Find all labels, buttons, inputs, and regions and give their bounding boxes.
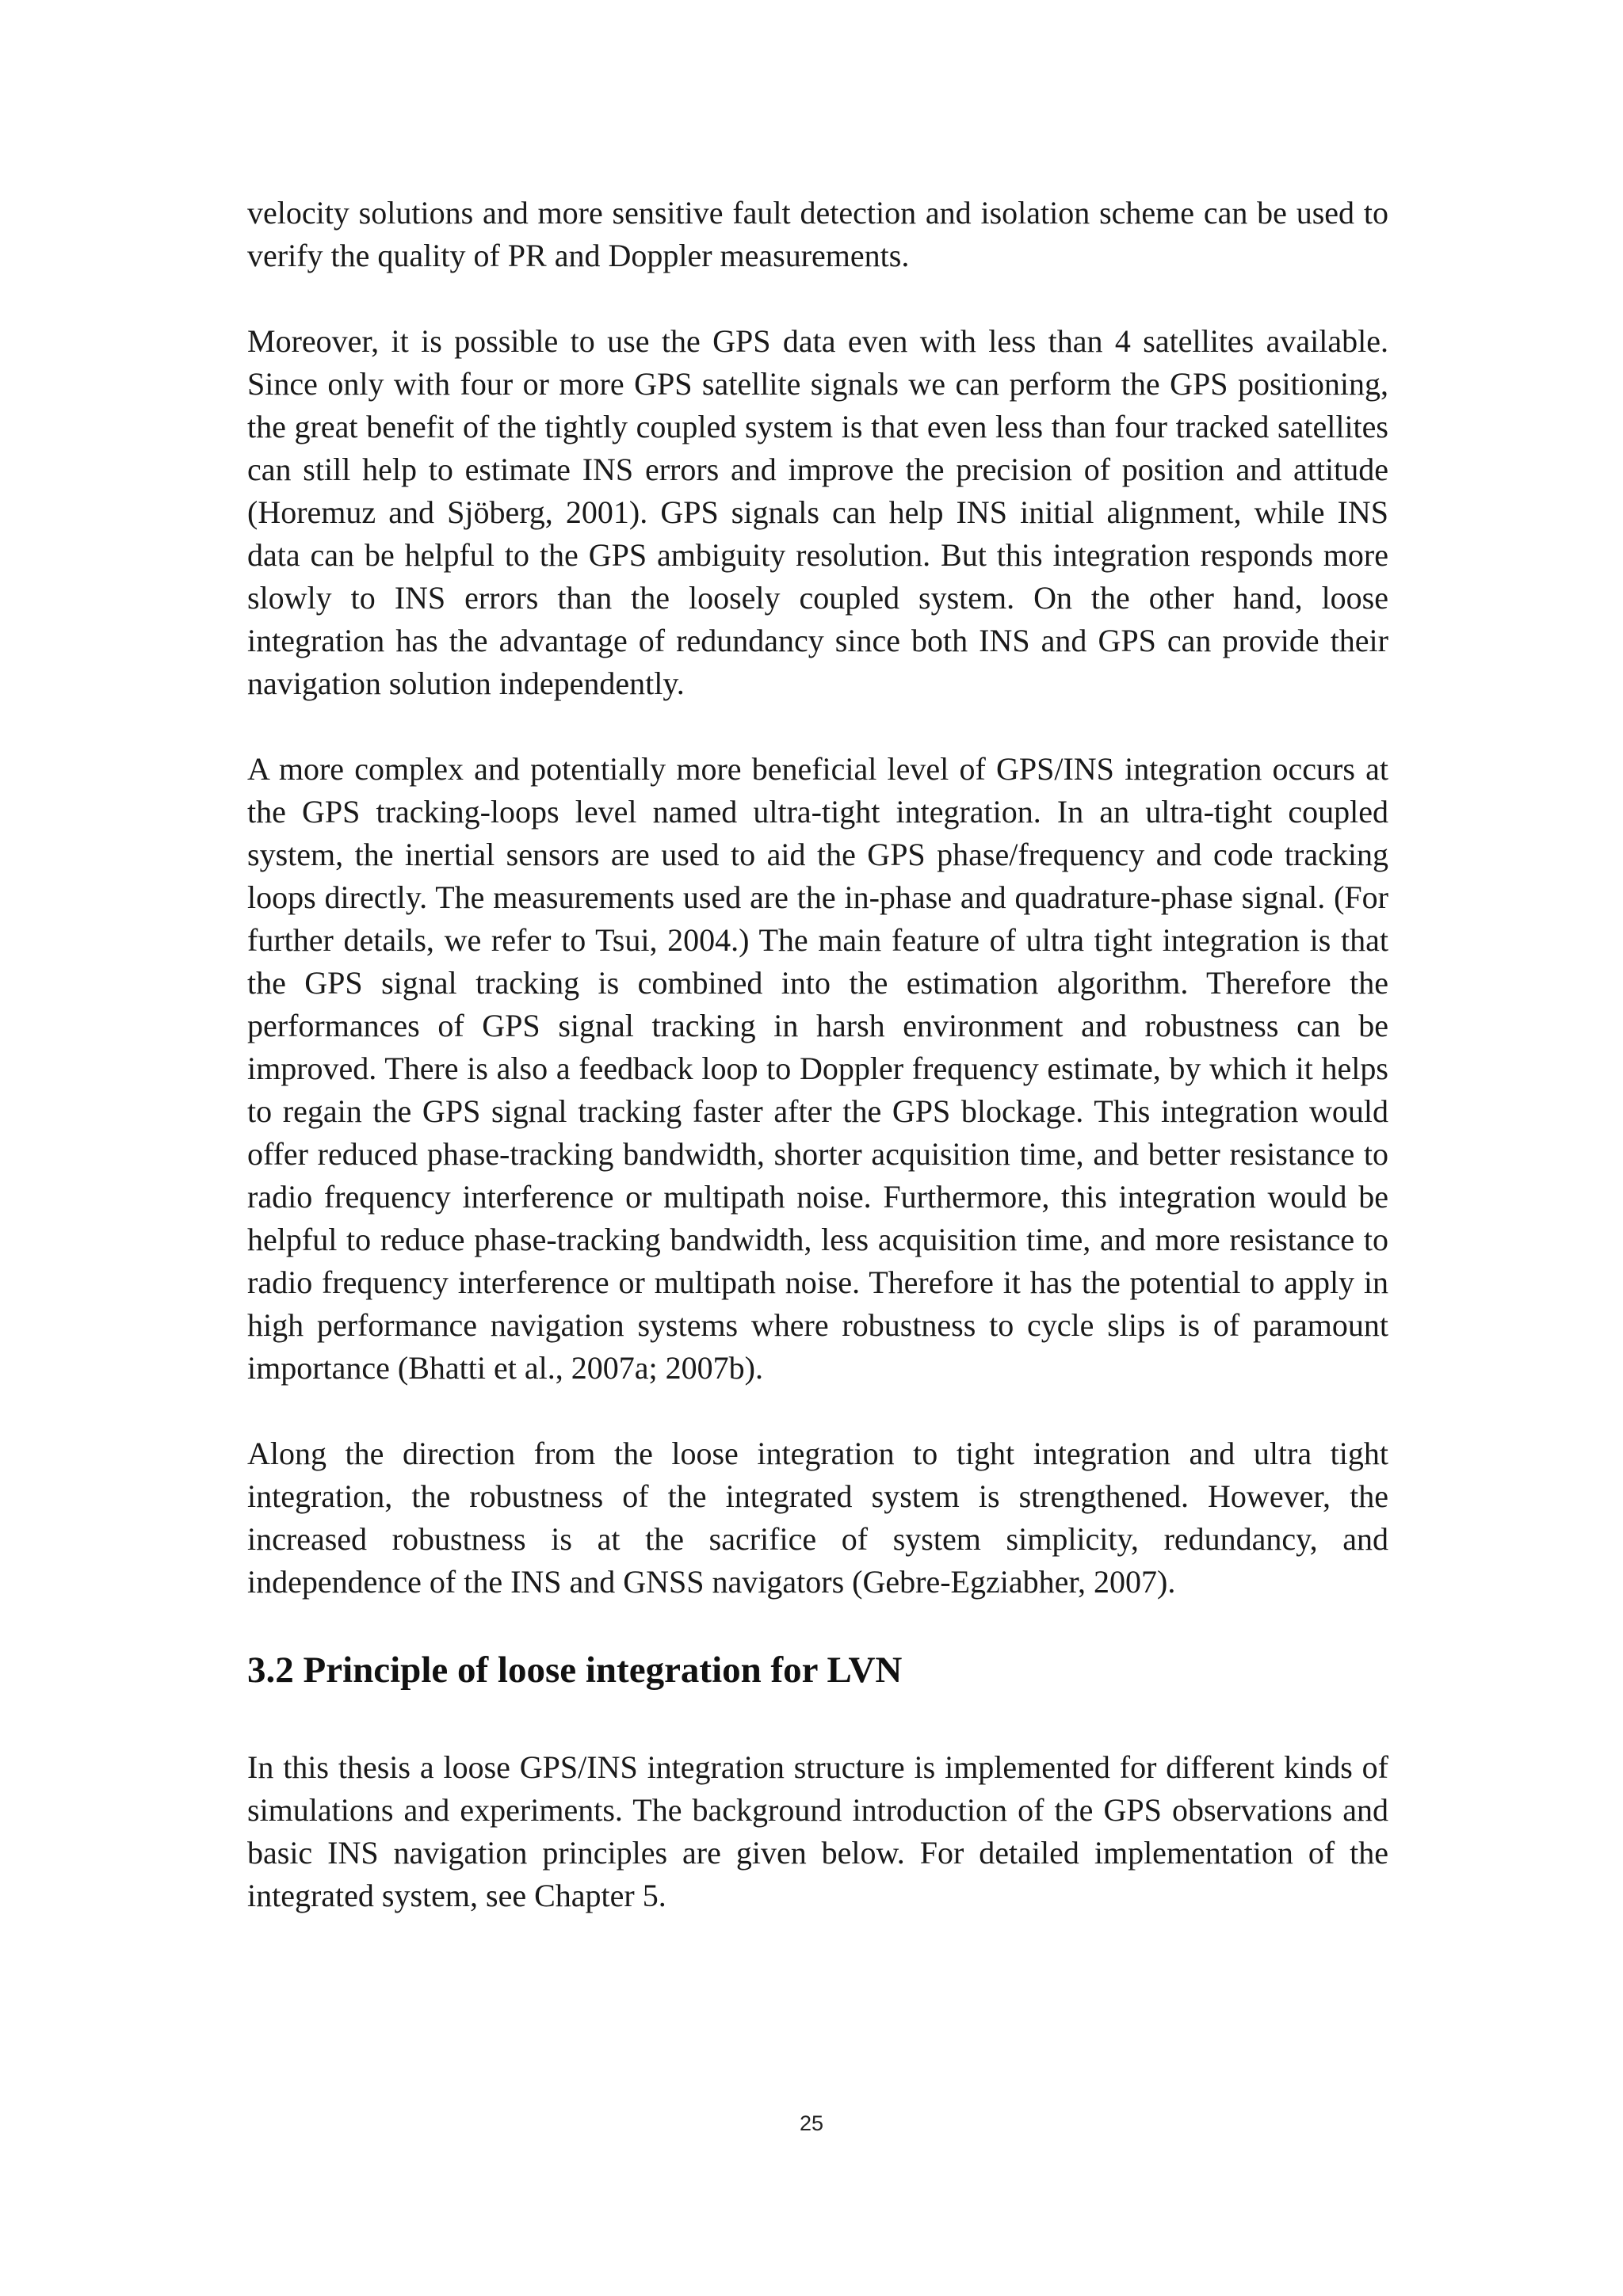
- paragraph-velocity-solutions: velocity solutions and more sensitive fault detection and isolation scheme can be used to verify the quality of PR and Doppler measurements.: [247, 195, 1388, 273]
- page-number: 25: [799, 2111, 824, 2135]
- paragraph-robustness-tradeoff: Along the direction from the loose integration to tight integration and ultra tight integration, the robustness of the integrated system is strengthened. However, the increased robustness is at the sacrifice of system simplicity, redundancy, and independence of the INS and GNSS navigators (Gebre-Egziabher, 2007).: [247, 1436, 1388, 1600]
- section-heading: 3.2 Principle of loose integration for LVN: [247, 1650, 903, 1691]
- paragraph-ultra-tight-integration: A more complex and potentially more beneficial level of GPS/INS integration occurs at the GPS tracking-loops level named ultra-tight integration. In an ultra-tight coupled system, the inertial sensors are used to aid the GPS phase/frequency and code tracking loops directly. The measurements used are the in-phase and quadrature-phase signal. (For further details, we refer to Tsui, 2004.) The main feature of ultra tight integration is that the GPS signal tracking is combined into the estimation algorithm. Therefore the performances of GPS signal tracking in harsh environment and robustness can be improved. There is also a feedback loop to Doppler frequency estimate, by which it helps to regain the GPS signal tracking faster after the GPS blockage. This integration would offer reduced phase-tracking bandwidth, shorter acquisition time, and better resistance to radio frequency interference or multipath noise. Furthermore, this integration would be helpful to reduce phase-tracking bandwidth, less acquisition time, and more resistance to radio frequency interference or multipath noise. Therefore it has the potential to apply in high performance navigation systems where robustness to cycle slips is of paramount importance (Bhatti et al., 2007a; 2007b).: [247, 751, 1388, 1386]
- page-body: [247, 192, 1388, 1960]
- paragraph-loose-integration-intro: In this thesis a loose GPS/INS integration structure is implemented for different kinds of simulations and experiments. The background introduction of the GPS observations and basic INS navigation principles are given below. For detailed implementation of the integrated system, see Chapter 5.: [247, 1749, 1388, 1913]
- paragraph-less-than-four-satellites: Moreover, it is possible to use the GPS data even with less than 4 satellites available. Since only with four or more GPS satellite signals we can perform the GPS positioning, the great benefit of the tightly coupled system is that even less than four tracked satellites can still help to estimate INS errors and improve the precision of position and attitude (Horemuz and Sjöberg, 2001). GPS signals can help INS initial alignment, while INS data can be helpful to the GPS ambiguity resolution. But this integration responds more slowly to INS errors than the loosely coupled system. On the other hand, loose integration has the advantage of redundancy since both INS and GPS can provide their navigation solution independently.: [247, 323, 1388, 701]
